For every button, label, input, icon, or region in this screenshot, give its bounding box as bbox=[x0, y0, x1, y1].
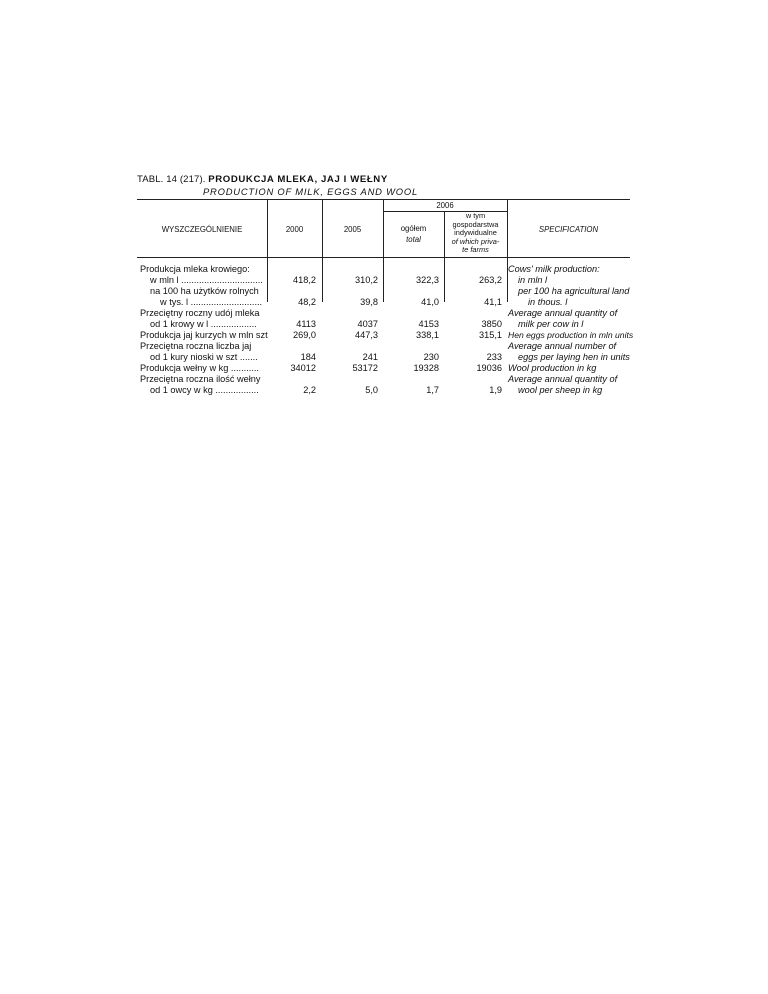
table-title-main: PRODUKCJA MLEKA, JAJ I WEŁNY bbox=[208, 174, 388, 185]
value-2006-private: 3850 bbox=[481, 319, 502, 329]
row-label-en: Wool production in kg bbox=[508, 363, 597, 373]
value-2006-total: 19328 bbox=[413, 363, 439, 373]
row-label-en: milk per cow in l bbox=[518, 319, 584, 329]
row-label-pl: Przeciętna roczna ilość wełny bbox=[140, 374, 261, 384]
row-label-en: Average annual number of bbox=[508, 341, 617, 351]
row-label-en: in thous. l bbox=[528, 297, 568, 307]
row-label-pl: Przeciętna roczna liczba jaj bbox=[140, 341, 252, 351]
row-label-pl: Produkcja mleka krowiego: bbox=[140, 264, 250, 274]
row-label-pl: od 1 krowy w l .................. bbox=[150, 319, 257, 329]
header-specification-en: SPECIFICATION bbox=[538, 225, 599, 234]
row-label-en: per 100 ha agricultural land bbox=[518, 286, 630, 296]
col-divider bbox=[322, 199, 323, 302]
value-2005: 53172 bbox=[352, 363, 378, 373]
header-private-en-line: te farms bbox=[462, 245, 489, 255]
value-2000: 34012 bbox=[290, 363, 316, 373]
header-year-2006: 2006 bbox=[436, 201, 454, 210]
row-label-en: Hen eggs production in mln units bbox=[508, 330, 634, 340]
row-label-pl: w tys. l ............................ bbox=[160, 297, 263, 307]
row-label-pl: na 100 ha użytków rolnych bbox=[150, 286, 259, 296]
table-title-english: PRODUCTION OF MILK, EGGS AND WOOL bbox=[203, 186, 418, 197]
header-private-en-line: of which priva- bbox=[451, 236, 500, 246]
row-label-pl: Produkcja jaj kurzych w mln szt bbox=[140, 330, 268, 340]
row-label-en: in mln l bbox=[518, 275, 548, 285]
value-2000: 269,0 bbox=[293, 330, 316, 340]
header-total-pl: ogółem bbox=[400, 224, 427, 233]
row-label-en: Cows' milk production: bbox=[508, 264, 600, 274]
header-private-pl bbox=[444, 212, 507, 255]
row-label-pl: w mln l ................................ bbox=[150, 275, 263, 285]
header-year-2000: 2000 bbox=[285, 225, 304, 234]
value-2000: 48,2 bbox=[298, 297, 316, 307]
row-label-pl: od 1 owcy w kg ................. bbox=[150, 385, 259, 395]
value-2006-private: 315,1 bbox=[479, 330, 502, 340]
value-2005: 39,8 bbox=[360, 297, 378, 307]
value-2000: 418,2 bbox=[293, 275, 316, 285]
row-label-pl: od 1 kury nioski w szt ....... bbox=[150, 352, 258, 362]
value-2006-private: 263,2 bbox=[479, 275, 502, 285]
value-2005: 4037 bbox=[357, 319, 378, 329]
value-2006-private: 233 bbox=[486, 352, 502, 362]
value-2006-total: 322,3 bbox=[416, 275, 439, 285]
col-divider bbox=[267, 199, 268, 302]
value-2006-private: 1,9 bbox=[489, 385, 502, 395]
table-title bbox=[137, 174, 388, 185]
value-2006-total: 4153 bbox=[418, 319, 439, 329]
row-label-en: eggs per laying hen in units bbox=[518, 352, 630, 362]
row-label-pl: Produkcja wełny w kg ........... bbox=[140, 363, 259, 373]
header-specification-pl: WYSZCZEGÓLNIENIE bbox=[161, 225, 243, 234]
col-divider bbox=[383, 199, 384, 302]
header-year-2005: 2005 bbox=[343, 225, 362, 234]
value-2006-total: 230 bbox=[423, 352, 439, 362]
row-label-en: Average annual quantity of bbox=[508, 308, 618, 318]
value-2000: 4113 bbox=[296, 319, 316, 329]
row-label-en: wool per sheep in kg bbox=[518, 385, 603, 395]
value-2006-total: 1,7 bbox=[426, 385, 439, 395]
value-2006-private: 19036 bbox=[476, 363, 502, 373]
value-2005: 310,2 bbox=[355, 275, 378, 285]
value-2005: 241 bbox=[362, 352, 378, 362]
value-2006-private: 41,1 bbox=[484, 297, 502, 307]
value-2006-total: 41,0 bbox=[421, 297, 439, 307]
row-label-en: Average annual quantity of bbox=[508, 374, 618, 384]
header-total-en: total bbox=[406, 235, 421, 244]
value-2000: 2,2 bbox=[303, 385, 316, 395]
header-private-pl-line: w tym bbox=[465, 211, 486, 220]
value-2005: 447,3 bbox=[355, 330, 378, 340]
header-private-pl-line: indywidualne bbox=[454, 228, 497, 238]
value-2005: 5,0 bbox=[365, 385, 378, 395]
value-2000: 184 bbox=[300, 352, 316, 362]
value-2006-total: 338,1 bbox=[416, 330, 439, 340]
row-label-pl: Przeciętny roczny udój mleka bbox=[140, 308, 260, 318]
table-number: TABL. 14 (217). bbox=[137, 174, 206, 185]
header-private-pl-line: gospodarstwa bbox=[452, 219, 499, 229]
